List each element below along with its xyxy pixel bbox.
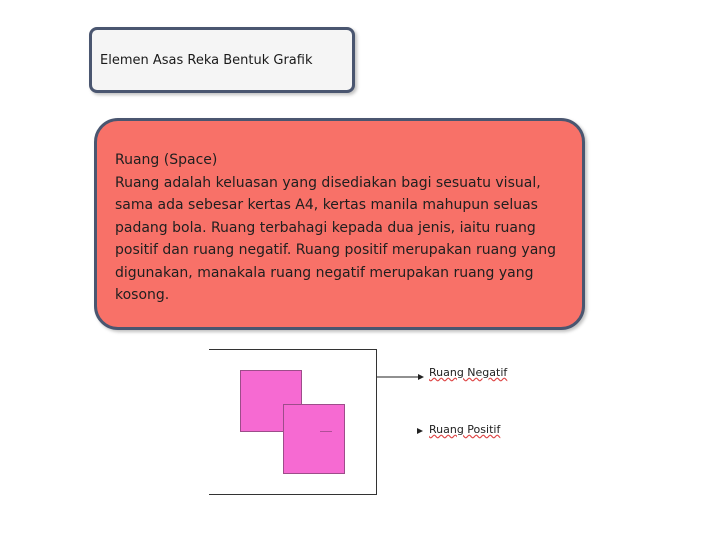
arrow-positive-head xyxy=(417,428,423,434)
label-ruang-negatif: Ruang Negatif xyxy=(429,366,508,379)
content-body: Ruang adalah keluasan yang disediakan bagi sesuatu visual, sama ada sebesar kertas A4, kertas manila mahupun seluas padang bola. Ruang terbahagi kepada dua jenis, iaitu ruang positif dan ruang negatif. Ruang positif merupakan ruang yang digunakan, manakala ruang negatif merupakan ruang yang kosong. xyxy=(115,174,557,303)
label-ruang-positif: Ruang Positif xyxy=(429,423,501,436)
slide-title: Elemen Asas Reka Bentuk Grafik xyxy=(100,52,313,68)
content-heading: Ruang (Space) xyxy=(115,152,218,168)
